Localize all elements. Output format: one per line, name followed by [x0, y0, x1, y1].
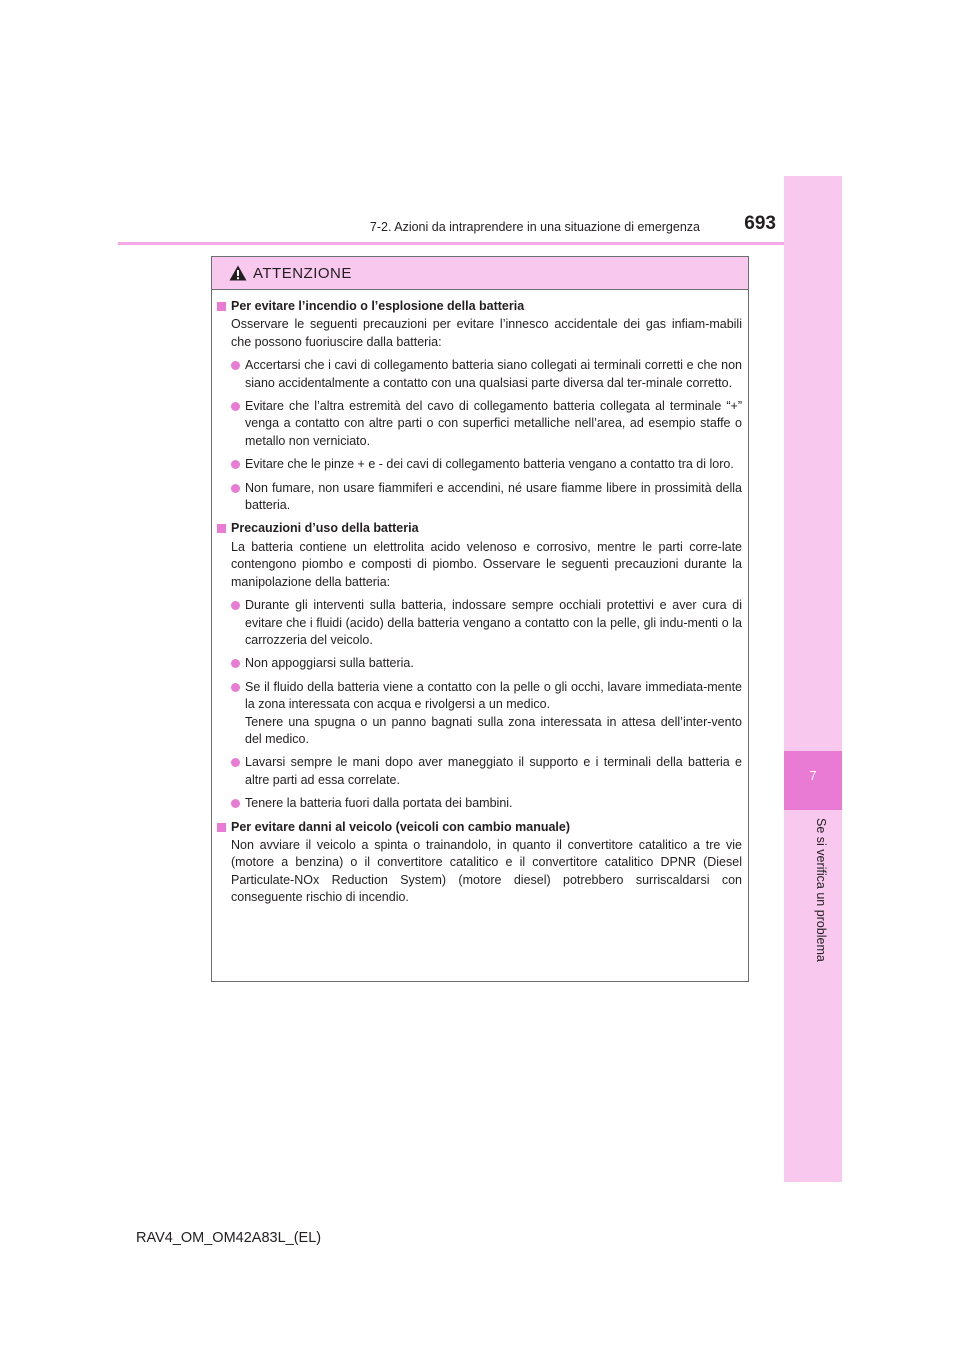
- bullet-item: [217, 398, 742, 450]
- bullet-item: [217, 754, 742, 789]
- bullet-text: Durante gli interventi sulla batteria, indossare sempre occhiali protettivi e aver cura di evitare che i fluidi (acido) della batteria vengano a contatto con la pelle, gli indu-menti o la carrozzeria del veicolo.: [245, 598, 742, 647]
- chapter-number: 7: [809, 768, 817, 783]
- bullet-text: Non appoggiarsi sulla batteria.: [245, 656, 414, 671]
- circle-bullet-icon: [231, 361, 240, 370]
- document-code: RAV4_OM_OM42A83L_(EL): [136, 1230, 322, 1246]
- bullet-text: Tenere la batteria fuori dalla portata dei bambini.: [245, 796, 513, 811]
- circle-bullet-icon: [231, 799, 240, 808]
- warning-body: [212, 290, 748, 907]
- bullet-text: Se il fluido della batteria viene a contatto con la pelle o gli occhi, lavare immediata-mente la zona interessata con acqua e rivolgersi a un medico. Tenere una spugna o un panno bagnati sulla zona interessata in attesa dell’inter-vento del medico.: [245, 679, 742, 746]
- warning-box: [211, 256, 749, 982]
- bullet-item: [217, 597, 742, 649]
- warning-triangle-icon: [229, 265, 247, 281]
- bullet-text: Evitare che l’altra estremità del cavo di collegamento batteria collegata al terminale “+” venga a contatto con altre parti o con superfici metalliche nell’area, ad esempio staffe o metallo non verniciato.: [245, 399, 742, 448]
- bullet-item: [217, 679, 742, 749]
- square-bullet-icon: [217, 302, 226, 311]
- section-title-text: Per evitare l’incendio o l’esplosione della batteria: [231, 299, 525, 313]
- header-section-title: 7-2. Azioni da intraprendere in una situazione di emergenza: [369, 220, 700, 234]
- circle-bullet-icon: [231, 758, 240, 767]
- warning-header: [212, 257, 748, 290]
- chapter-side-tab: [784, 176, 842, 1182]
- circle-bullet-icon: [231, 402, 240, 411]
- square-bullet-icon: [217, 524, 226, 533]
- section-title-text: Precauzioni d’uso della batteria: [231, 521, 419, 536]
- bullet-text: Non fumare, non usare fiammiferi e accendini, né usare fiamme libere in prossimità della batteria.: [245, 480, 742, 513]
- section-intro: La batteria contiene un elettrolita acido velenoso e corrosivo, mentre le parti corre-late contengono piombo e composti di piombo. Osservare le seguenti precauzioni durante la manipolazione della batteria:: [231, 539, 742, 589]
- warning-section: [217, 298, 742, 514]
- section-title: [217, 298, 742, 315]
- chapter-title: Se si verifica un problema: [814, 818, 828, 962]
- bullet-item: [217, 655, 742, 672]
- warning-section: [217, 819, 742, 907]
- page-number: 693: [744, 213, 776, 234]
- bullet-item: [217, 456, 742, 473]
- section-intro: Osservare le seguenti precauzioni per evitare l’innesco accidentale dei gas infiam-mabili che possono fuoriuscire dalla batteria:: [231, 317, 742, 349]
- circle-bullet-icon: [231, 601, 240, 610]
- warning-section: [217, 520, 742, 812]
- bullet-text: Accertarsi che i cavi di collegamento batteria siano collegati ai terminali corretti e che non siano accidentalmente a contatto con una qualsiasi parte diversa dal ter-minale corretto.: [245, 358, 742, 390]
- section-intro: Non avviare il veicolo a spinta o trainandolo, in quanto il convertitore catalitico a tre vie (motore a benzina) o il convertitore catalitico e il convertitore catalitico DPNR (Diesel Particulate-NOx Reduction System) (motore diesel) potrebbero surriscaldarsi con conseguente rischio di incendio.: [231, 837, 742, 905]
- header-rule: [118, 242, 784, 245]
- section-title: [217, 520, 742, 537]
- bullet-item: [217, 357, 742, 392]
- square-bullet-icon: [217, 823, 226, 832]
- section-title-text: Per evitare danni al veicolo (veicoli con cambio manuale): [231, 819, 571, 834]
- bullet-item: [217, 795, 742, 812]
- circle-bullet-icon: [231, 683, 240, 692]
- bullet-text: Lavarsi sempre le mani dopo aver maneggiato il supporto e i terminali della batteria e altre parti ad essa correlate.: [245, 755, 742, 787]
- bullet-text: Evitare che le pinze + e - dei cavi di collegamento batteria vengano a contatto tra di loro.: [245, 457, 734, 472]
- section-title: [217, 819, 742, 836]
- circle-bullet-icon: [231, 460, 240, 469]
- warning-title: ATTENZIONE: [253, 264, 352, 282]
- bullet-item: [217, 480, 742, 515]
- circle-bullet-icon: [231, 659, 240, 668]
- circle-bullet-icon: [231, 484, 240, 493]
